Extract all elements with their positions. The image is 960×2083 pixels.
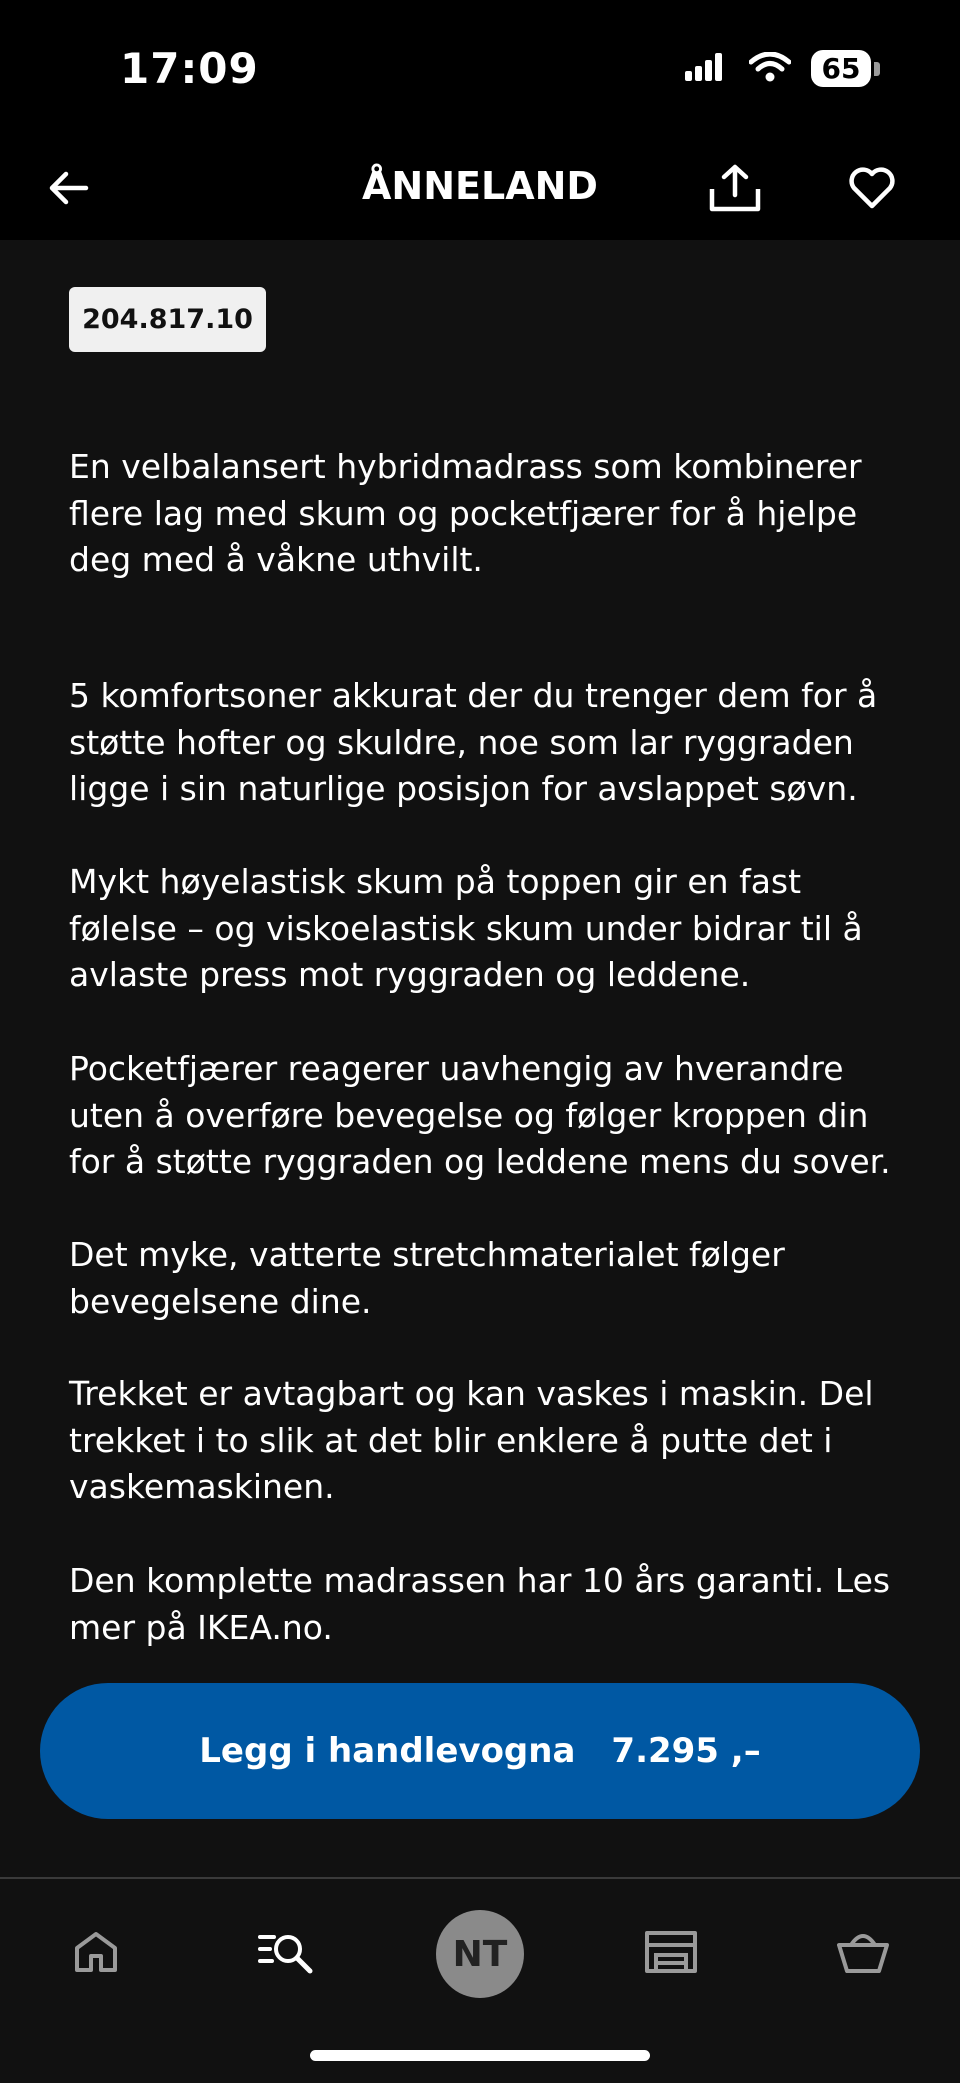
description-paragraph-3: Mykt høyelastisk skum på toppen gir en fast følelse – og viskoelastisk skum under bidrar til å avlaste press mot ryggraden og leddene. (69, 862, 863, 994)
basket-icon (837, 1929, 889, 1979)
home-indicator[interactable] (310, 2050, 650, 2061)
article-number-badge: 204.817.10 (69, 287, 266, 352)
favorite-button[interactable] (842, 160, 902, 220)
store-icon (644, 1929, 698, 1979)
share-button[interactable] (705, 160, 765, 220)
add-to-cart-button[interactable] (40, 1683, 920, 1819)
nav-store[interactable] (616, 1899, 726, 2009)
search-list-icon (258, 1929, 316, 1979)
description-paragraph-6: Trekket er avtagbart og kan vaskes i maskin. Del trekket i to slik at det blir enklere å putte det i vaskemaskinen. (69, 1374, 874, 1506)
battery-level: 65 (811, 50, 871, 87)
share-icon (708, 163, 762, 217)
description-paragraph-4: Pocketfjærer reagerer uavhengig av hverandre uten å overføre bevegelse og følger kroppen din for å støtte ryggraden og leddene mens du sover. (69, 1049, 891, 1181)
description-paragraph-1: En velbalansert hybridmadrass som kombinerer flere lag med skum og pocketfjærer for å hjelpe deg med å våkne uthvilt. (69, 447, 862, 579)
status-icons (685, 50, 880, 87)
home-icon (73, 1930, 119, 1978)
add-to-cart-label: Legg i handlevogna (199, 1731, 576, 1771)
product-price: 7.295 ,– (611, 1731, 761, 1771)
product-description (0, 240, 960, 1880)
heart-icon (848, 166, 896, 214)
product-header (0, 140, 960, 240)
battery-indicator (811, 50, 880, 87)
wifi-icon (749, 52, 791, 86)
nav-profile[interactable] (425, 1899, 535, 2009)
nav-cart[interactable] (808, 1899, 918, 2009)
description-paragraph-5: Det myke, vatterte stretchmaterialet følger bevegelsene dine. (69, 1235, 785, 1321)
status-bar (0, 0, 960, 140)
status-time: 17:09 (120, 44, 259, 93)
nav-home[interactable] (41, 1899, 151, 2009)
nav-search[interactable] (232, 1899, 342, 2009)
description-paragraph-2: 5 komfortsoner akkurat der du trenger dem for å støtte hofter og skuldre, noe som lar ryggraden ligge i sin naturlige posisjon for avslappet søvn. (69, 676, 878, 808)
description-paragraph-7: Den komplette madrassen har 10 års garanti. Les mer på IKEA.no. (69, 1561, 891, 1647)
avatar: NT (436, 1910, 524, 1998)
battery-tip (874, 62, 880, 76)
cellular-signal-icon (685, 53, 729, 85)
page-title: ÅNNELAND (362, 164, 598, 208)
